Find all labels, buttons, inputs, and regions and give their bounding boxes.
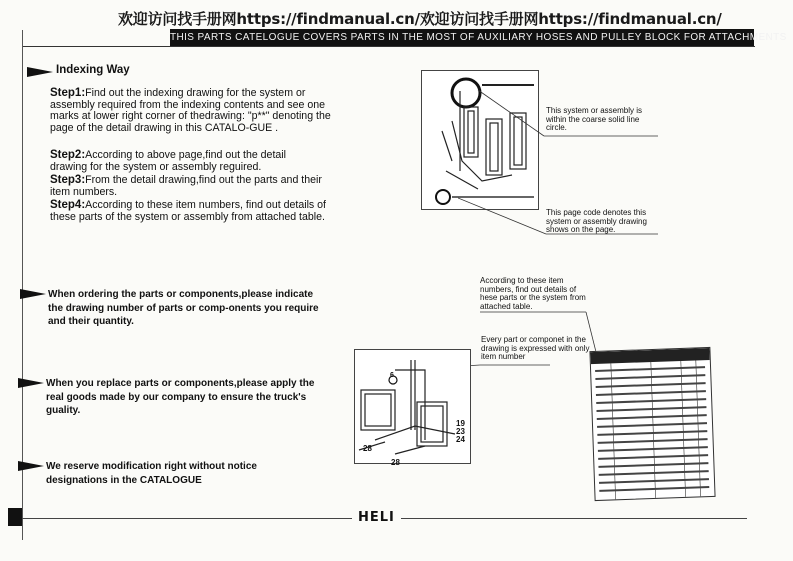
item-label-6: 6 <box>390 372 394 379</box>
indexing-title: Indexing Way <box>56 64 130 76</box>
replace-note: When you replace parts or components,please apply the real goods made by our company to ensure the truck's guality. <box>46 378 315 416</box>
ordering-note: When ordering the parts or components,please indicate the drawing number of parts or comp-onents you require and their quantity. <box>48 289 319 327</box>
system-callout: This system or assembly is within the coarse solid line circle. <box>546 106 643 132</box>
wedge-bullet-icon <box>18 378 44 388</box>
callout-leader-lines <box>458 80 668 240</box>
step-3-label: Step3: <box>50 174 86 186</box>
every-part-callout: Every part or componet in the drawing is expressed with only item number <box>481 335 590 361</box>
step-4-text: According to these item numbers, find out details of these parts of the system or assembly from attached table. <box>50 199 326 223</box>
step-1-label: Step1: <box>50 87 86 99</box>
detail-drawing-image <box>355 350 470 463</box>
page-code-callout: This page code denotes this system or assembly drawing shows on the page. <box>546 208 647 234</box>
step-3 <box>50 175 330 198</box>
parts-table-thumbnail <box>589 347 715 501</box>
item-label-28: 28 <box>391 458 400 467</box>
step-2-text: According to above page,find out the detail drawing for the system or assembly reguired. <box>50 149 286 173</box>
parts-table-image <box>590 348 714 500</box>
wedge-bullet-icon <box>18 461 44 471</box>
header-rule <box>22 46 755 47</box>
item-label-23: 23 <box>456 427 465 436</box>
step-1 <box>50 88 340 134</box>
step-2 <box>50 150 325 173</box>
step-4-label: Step4: <box>50 199 86 211</box>
step-4 <box>50 200 335 223</box>
header-banner: THIS PARTS CATELOGUE COVERS PARTS IN THE MOST OF AUXILIARY HOSES AND PULLEY BLOCK FOR ATTACHMENTS <box>170 29 754 46</box>
step-1-text: Find out the indexing drawing for the system or assembly required from the indexing contents and see one marks at lower right corner of thedrawing: "p**" denoting the page of the detail drawing in this CATALO-GUE . <box>50 87 331 134</box>
reserve-note: We reserve modification right without notice designations in the CATALOGUE <box>46 461 257 486</box>
wedge-bullet-icon <box>27 67 53 77</box>
step-3-text: From the detail drawing,find out the parts and their item numbers. <box>50 174 322 198</box>
heli-logo: HELI <box>352 510 401 525</box>
according-callout: According to these item numbers, find out details of hese parts or the system from attached table. <box>480 276 586 311</box>
registration-mark <box>8 508 22 526</box>
wedge-bullet-icon <box>20 289 46 299</box>
item-label-28: 28 <box>363 444 372 453</box>
item-label-24: 24 <box>456 435 465 444</box>
item-label-19: 19 <box>456 419 465 428</box>
watermark-text: 欢迎访问找手册网https://findmanual.cn/欢迎访问找手册网https://findmanual.cn/ <box>118 10 722 28</box>
step-2-label: Step2: <box>50 149 86 161</box>
